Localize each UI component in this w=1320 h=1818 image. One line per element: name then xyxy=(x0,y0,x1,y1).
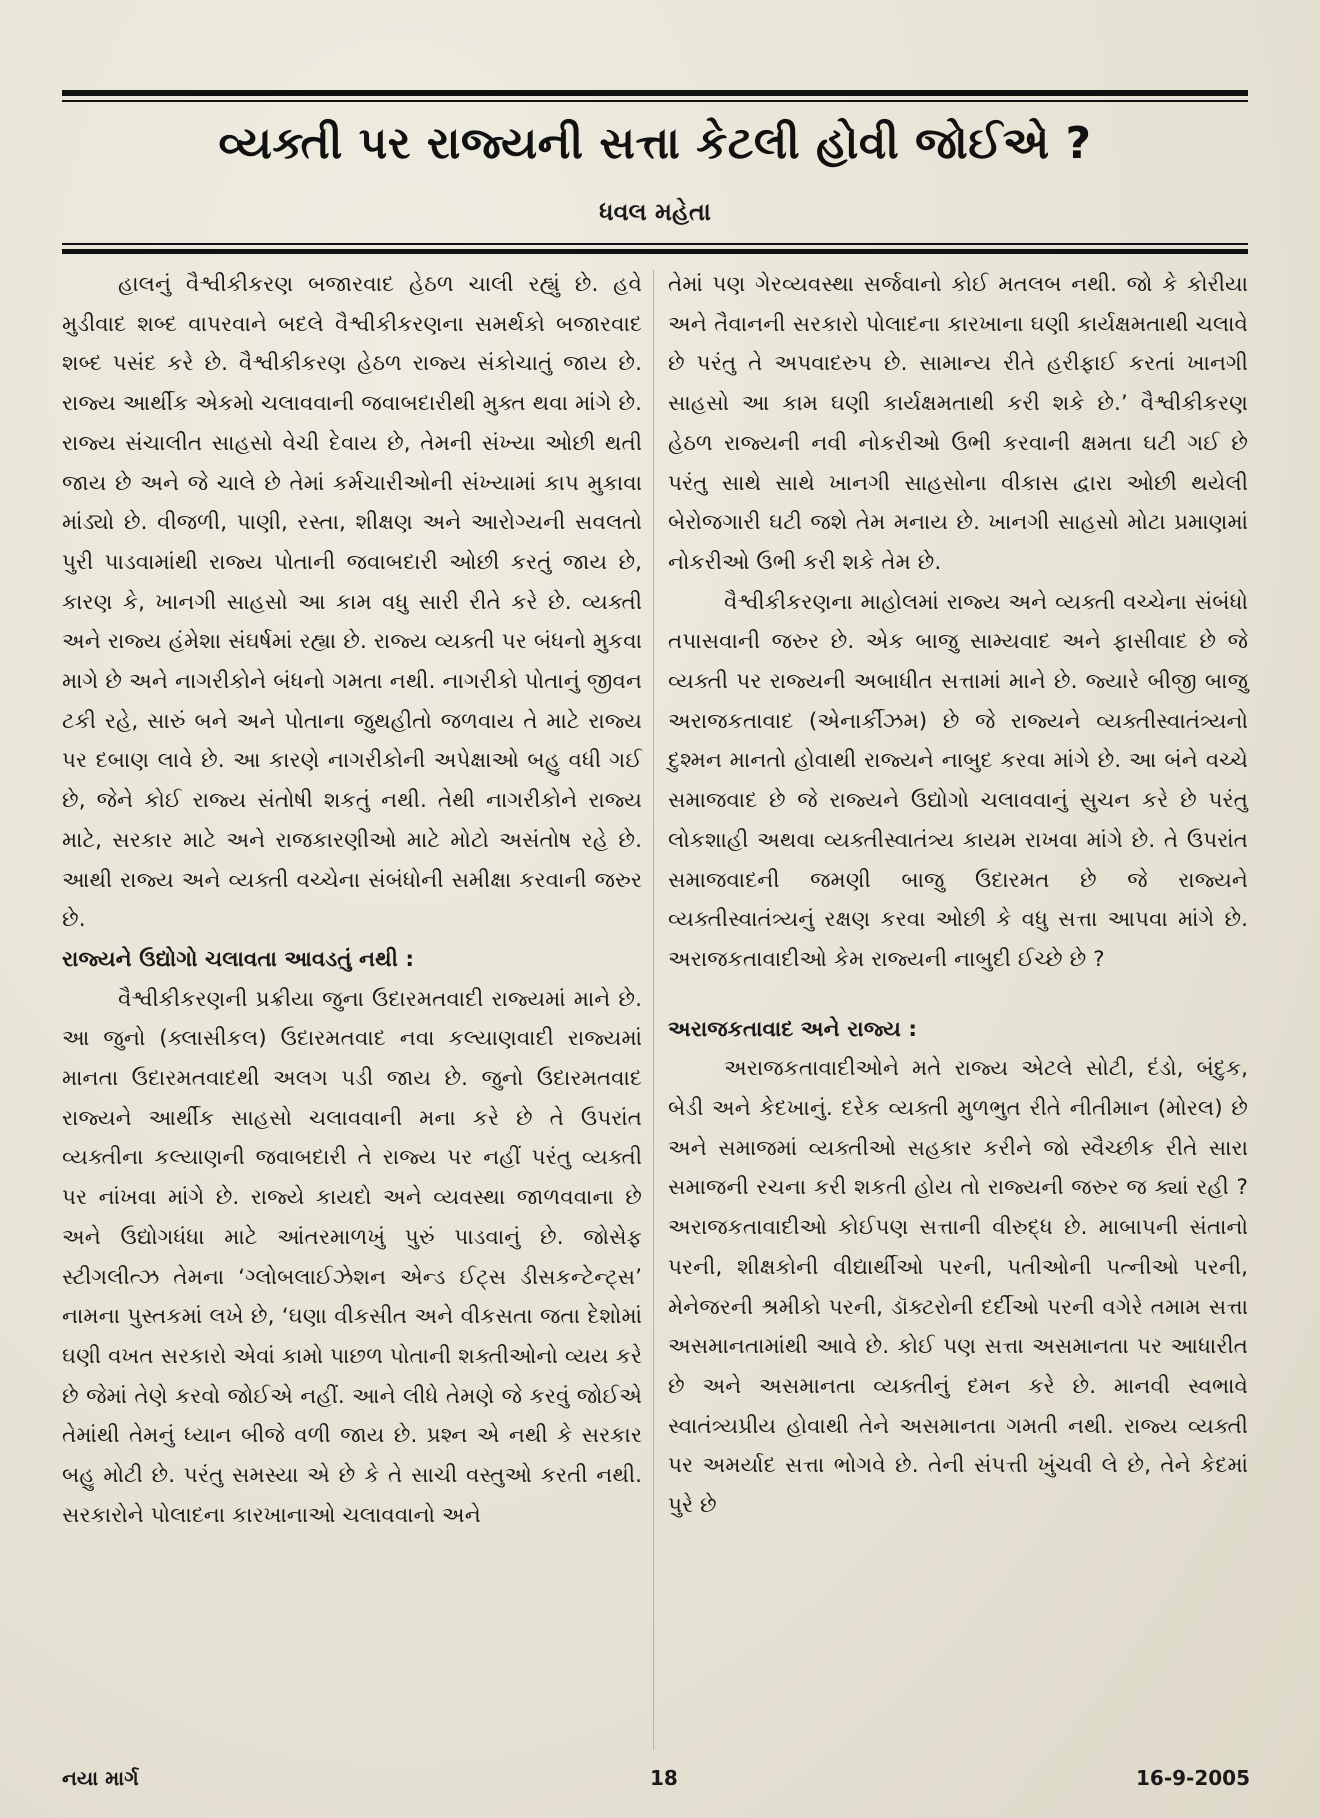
header-rule-thick xyxy=(62,249,1248,254)
left-column xyxy=(62,265,642,1536)
paragraph: તેમાં પણ ગેરવ્યવસ્થા સર્જવાનો કોઈ મતલબ નથી. જો કે કોરીયા અને તૈવાનની સરકારો પોલાદના કારખાના ઘણી કાર્યક્ષમતાથી ચલાવે છે પરંતુ તે અપવાદરુપ છે. સામાન્ય રીતે હરીફાઈ કરતાં ખાનગી સાહસો આ કામ ઘણી કાર્યક્ષમતાથી કરી શકે છે.’ વૈશ્વીકીકરણ હેઠળ રાજ્યની નવી નોકરીઓ ઉભી કરવાની ક્ષમતા ઘટી ગઈ છે પરંતુ સાથે સાથે ખાનગી સાહસોના વીકાસ દ્વારા ઓછી થયેલી બેરોજગારી ઘટી જશે તેમ મનાય છે. ખાનગી સાહસો મોટા પ્રમાણમાં નોકરીઓ ઉભી કરી શકે તેમ છે. xyxy=(668,272,1248,575)
column-divider xyxy=(653,270,654,1750)
article-title: વ્યક્તી પર રાજ્યની સત્તા કેટલી હોવી જોઈએ ? xyxy=(218,118,1092,169)
paragraph: અરાજકતાવાદીઓને મતે રાજ્ય એટલે સોટી, દંડો, બંદુક, બેડી અને કેદખાનું. દરેક વ્યક્તી મુળભુત રીતે નીતીમાન (મોરલ) છે અને સમાજમાં વ્યક્તીઓ સહકાર કરીને જો સ્વૈચ્છીક રીતે સારા સમાજની રચના કરી શકતી હોય તો રાજ્યની જરુર જ ક્યાં રહી ? અરાજકતાવાદીઓ કોઈપણ સત્તાની વીરુદ્ધ છે. માબાપની સંતાનો પરની, શીક્ષકોની વીદ્યાર્થીઓ પરની, પતીઓની પત્નીઓ પરની, મેનેજરની શ્રમીકો પરની, ડૉક્ટરોની દર્દીઓ પરની વગેરે તમામ સત્તા અસમાનતામાંથી આવે છે. કોઈ પણ સત્તા અસમાનતા પર આધારીત છે અને અસમાનતા વ્યક્તીનું દમન કરે છે. માનવી સ્વભાવે સ્વાતંત્ર્યપ્રીય હોવાથી તેને અસમાનતા ગમતી નથી. રાજ્ય વ્યક્તી પર અમર્યાદ સત્તા ભોગવે છે. તેની સંપત્તી ખુંચવી લે છે, તેને કેદમાં પુરે છે xyxy=(668,1056,1248,1519)
section-gap xyxy=(668,980,1248,1010)
section-heading: રાજ્યને ઉદ્યોગો ચલાવતા આવડતું નથી : xyxy=(62,946,415,972)
section-heading: અરાજકતાવાદ અને રાજ્ય : xyxy=(668,1016,918,1042)
footer-page-number: 18 xyxy=(650,1766,678,1790)
paragraph: વૈશ્વીકીકરણના માહોલમાં રાજ્ય અને વ્યક્તી વચ્ચેના સંબંધો તપાસવાની જરુર છે. એક બાજુ સામ્યવાદ અને ફાસીવાદ છે જે વ્યક્તી પર રાજ્યની અબાધીત સત્તામાં માને છે. જ્યારે બીજી બાજુ અરાજકતાવાદ (એનાર્કીઝમ) છે જે રાજ્યને વ્યક્તીસ્વાતંત્ર્યનો દુશ્મન માનતો હોવાથી રાજ્યને નાબુદ કરવા માંગે છે. આ બંને વચ્ચે સમાજવાદ છે જે રાજ્યને ઉદ્યોગો ચલાવવાનું સુચન કરે છે પરંતુ લોકશાહી અથવા વ્યક્તીસ્વાતંત્ર્ય કાયમ રાખવા માંગે છે. તે ઉપરાંત સમાજવાદની જમણી બાજુ ઉદારમત છે જે રાજ્યને વ્યક્તીસ્વાતંત્ર્યનું રક્ષણ કરવા ઓછી કે વધુ સત્તા આપવા માંગે છે. અરાજકતાવાદીઓ કેમ રાજ્યની નાબુદી ઈચ્છે છે ? xyxy=(668,589,1248,972)
header-rule-thin xyxy=(62,243,1248,245)
paragraph: વૈશ્વીકીકરણની પ્રક્રીયા જુના ઉદારમતવાદી રાજ્યમાં માને છે. આ જુનો (ક્લાસીકલ) ઉદારમતવાદ નવા કલ્યાણવાદી રાજ્યમાં માનતા ઉદારમતવાદથી અલગ પડી જાય છે. જુનો ઉદારમતવાદ રાજ્યને આર્થીક સાહસો ચલાવવાની મના કરે છે તે ઉપરાંત વ્યક્તીના કલ્યાણની જવાબદારી તે રાજ્ય પર નહીં પરંતુ વ્યક્તી પર નાંખવા માંગે છે. રાજ્યે કાયદો અને વ્યવસ્થા જાળવવાના છે અને ઉદ્યોગધંધા માટે આંતરમાળખું પુરું પાડવાનું છે. જોસેફ સ્ટીગલીત્ઝ તેમના ‘ગ્લોબલાઈઝેશન એન્ડ ઈટ્સ ડીસકન્ટેન્ટ્સ’ નામના પુસ્તકમાં લખે છે, ‘ઘણા વીકસીત અને વીકસતા જતા દેશોમાં ઘણી વખત સરકારો એવાં કામો પાછળ પોતાની શક્તીઓનો વ્યય કરે છે જેમાં તેણે કરવો જોઈએ નહીં. આને લીધે તેમણે જે કરવું જોઈએ તેમાંથી તેમનું ધ્યાન બીજે વળી જાય છે. પ્રશ્ન એ નથી કે સરકાર બહુ મોટી છે. પરંતુ સમસ્યા એ છે કે તે સાચી વસ્તુઓ કરતી નથી. સરકારોને પોલાદના કારખાનાઓ ચલાવવાનો અને xyxy=(62,986,643,1528)
paragraph: હાલનું વૈશ્વીકીકરણ બજારવાદ હેઠળ ચાલી રહ્યું છે. હવે મુડીવાદ શબ્દ વાપરવાને બદલે વૈશ્વીકીકરણના સમર્થકો બજારવાદ શબ્દ પસંદ કરે છે. વૈશ્વીકીકરણ હેઠળ રાજ્ય સંકોચાતું જાય છે. રાજ્ય આર્થીક એકમો ચલાવવાની જવાબદારીથી મુક્ત થવા માંગે છે. રાજ્ય સંચાલીત સાહસો વેચી દેવાય છે, તેમની સંખ્યા ઓછી થતી જાય છે અને જે ચાલે છે તેમાં કર્મચારીઓની સંખ્યામાં કાપ મુકાવા માંડ્યો છે. વીજળી, પાણી, રસ્તા, શીક્ષણ અને આરોગ્યની સવલતો પુરી પાડવામાંથી રાજ્ય પોતાની જવાબદારી ઓછી કરતું જાય છે, કારણ કે, ખાનગી સાહસો આ કામ વધુ સારી રીતે કરે છે. વ્યક્તી અને રાજ્ય હંમેશા સંઘર્ષમાં રહ્યા છે. રાજ્ય વ્યક્તી પર બંધનો મુકવા માગે છે અને નાગરીકોને બંધનો ગમતા નથી. નાગરીકો પોતાનું જીવન ટકી રહે, સારું બને અને પોતાના જુથહીતો જળવાય તે માટે રાજ્ય પર દબાણ લાવે છે. આ કારણે નાગરીકોની અપેક્ષાઓ બહુ વધી ગઈ છે, જેને કોઈ રાજ્ય સંતોષી શકતું નથી. તેથી નાગરીકોને રાજ્ય માટે, સરકાર માટે અને રાજકારણીઓ માટે મોટો અસંતોષ રહે છે. આથી રાજ્ય અને વ્યક્તી વચ્ચેના સંબંધોની સમીક્ષા કરવાની જરુર છે. xyxy=(62,272,642,933)
right-column xyxy=(668,265,1248,1526)
top-rule-thick xyxy=(62,90,1248,96)
footer-magazine-name: નયા માર્ગ xyxy=(62,1766,139,1790)
footer-date: 16-9-2005 xyxy=(1135,1766,1250,1790)
top-rule-thin xyxy=(62,100,1248,102)
article-author: ધવલ મહેતા xyxy=(599,198,711,226)
